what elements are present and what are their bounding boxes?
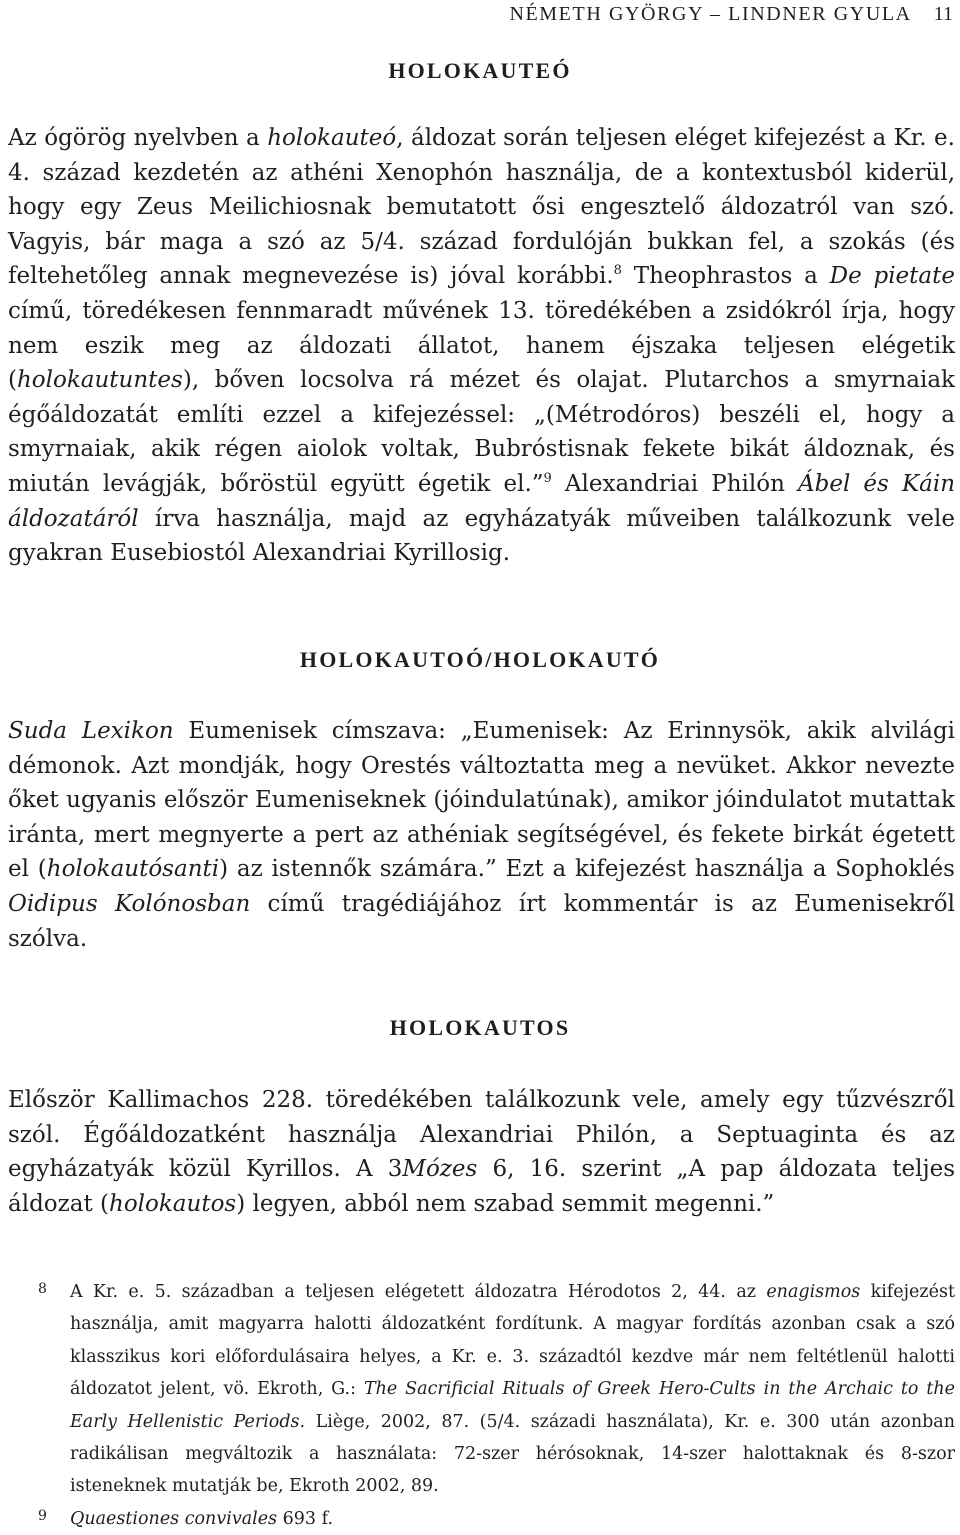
text-run: kifejezést használja, amit magyarra halotti áldozatként fordítunk. A magyar fordítás azonban csak a szó klasszikus kori előfordulásaira helyes, a Kr. e. 3. századtól kezdve már nem feltétlenül halotti áldozatot jelent, vö. Ekroth, G.: [70, 1282, 955, 1400]
footnote-ref: 8 [613, 263, 622, 279]
text-run: írva használja, majd az egyházatyák műveiben találkozunk vele gyakran Eusebiostól Alexandriai Kyrillosig. [8, 505, 955, 567]
italic-text: De pietate [829, 263, 955, 290]
text-run: A Kr. e. 5. században a teljesen elégetett áldozatra Hérodotos 2, 44. az [70, 1282, 767, 1302]
text-run: Liège, 2002, 87. (5/4. századi használata), Kr. e. 300 után azonban radikálisan megváltozik a használata: 72-szer hérósoknak, 14-szer halottaknak és 8-szor isteneknek mutatják be, Ekroth 2002, 89. [70, 1411, 955, 1497]
footnote-text [70, 1509, 333, 1529]
footnote-9 [8, 1503, 955, 1535]
text-run: ), bőven locsolva rá mézet és olajat. Plutarchos a smyrnaiak égőáldozatát említi ezzel a kifejezéssel: „(Métrodóros) beszéli el, hogy a smyrnaiak, akik régen aiolok voltak, Bubróstisnak fekete bikát áldoznak, és miután levágják, bőröstül együtt égetik el.” [8, 367, 955, 497]
text-run: Theophrastos a [621, 263, 830, 290]
text-run: című, töredékesen fennmaradt művének 13. töredékében a zsidókról írja, hogy nem eszik meg az áldozati állatot, hanem éjszaka teljesen elégetik ( [8, 297, 955, 394]
italic-text: Ábel és Káin áldozatáról [8, 470, 956, 532]
section-paragraph-holokautoo [8, 714, 955, 956]
text-run: , áldozat során teljesen eléget kifejezést a Kr. e. 4. század kezdetén az athéni Xenophón használja, de a kontextusból kiderül, hogy egy Zeus Meilichiosnak bemutatott ősi engesztelő áldozatról van szó. Vagyis, bár maga a szó az 5/4. század fordulóján bukkan fel, a szokás (és feltehetőleg annak megnevezése is) jóval korábbi. [8, 125, 955, 290]
footnote-mark: 8 [38, 1281, 47, 1297]
text-run: című tragédiájához írt kommentár is az Eumenisekről szólva. [8, 890, 955, 952]
section-heading-holokauteo: HOLOKAUTEÓ [388, 58, 572, 83]
text-run: Először Kallimachos 228. töredékében találkozunk vele, amely egy tűzvészről szól. Égőáldozatként használja Alexandriai Philón, a Septuaginta és az egyházatyák közül Kyrillos. A 3 [8, 1087, 955, 1183]
section-paragraph-holokautos [8, 1083, 955, 1221]
italic-text: Quaestiones convivales [70, 1508, 278, 1529]
italic-text: enagismos [766, 1282, 861, 1302]
section-heading-holokautos: HOLOKAUTOS [389, 1015, 571, 1040]
running-head [509, 3, 953, 26]
italic-text: holokautósanti [46, 856, 220, 883]
page-number: 11 [933, 3, 953, 25]
running-head-authors: NÉMETH GYÖRGY – LINDNER GYULA [509, 3, 912, 25]
text-run: Eumenisek címszava: „Eumenisek: Az Erinnysök, akik alvilági démonok. Azt mondják, hogy Orestés változtatta meg a nevüket. Akkor nevezte őket ugyanis először Eumeniseknek (jóindulatúnak), amikor jóindulatot mutattak iránta, mert megnyerte a pert az athéniak segítségével, és fekete birkát égetett el ( [8, 718, 956, 883]
italic-text: Oidipus Kolónosban [8, 890, 251, 917]
section-heading-holokautoo: HOLOKAUTOÓ/HOLOKAUTÓ [299, 647, 661, 672]
text-run: ) legyen, abból nem szabad semmit megenni.” [236, 1190, 775, 1217]
text-run: Az ógörög nyelvben a [8, 125, 268, 151]
footnotes [8, 1276, 955, 1535]
italic-text: holokautos [109, 1190, 237, 1217]
footnote-text [70, 1282, 955, 1496]
italic-text: Mózes [402, 1156, 478, 1183]
italic-text: Suda Lexikon [8, 718, 174, 744]
text-run: 6, 16. szerint „A pap áldozata teljes áldozat ( [8, 1156, 955, 1217]
italic-text: holokauteó [267, 125, 397, 151]
footnote-8 [8, 1276, 955, 1503]
italic-text: holokautuntes [16, 367, 183, 394]
text-run: 693 f. [277, 1508, 334, 1529]
section-paragraph-holokauteo [8, 121, 955, 571]
text-run: Alexandriai Philón [551, 470, 799, 497]
italic-text: The Sacrificial Rituals of Greek Hero-Cults in the Archaic to the Early Hellenistic Periods. [70, 1379, 955, 1432]
footnote-ref: 9 [543, 470, 552, 486]
text-run: ) az istennők számára.” Ezt a kifejezést használja a Sophoklés [219, 856, 955, 883]
footnote-mark: 9 [38, 1507, 47, 1524]
